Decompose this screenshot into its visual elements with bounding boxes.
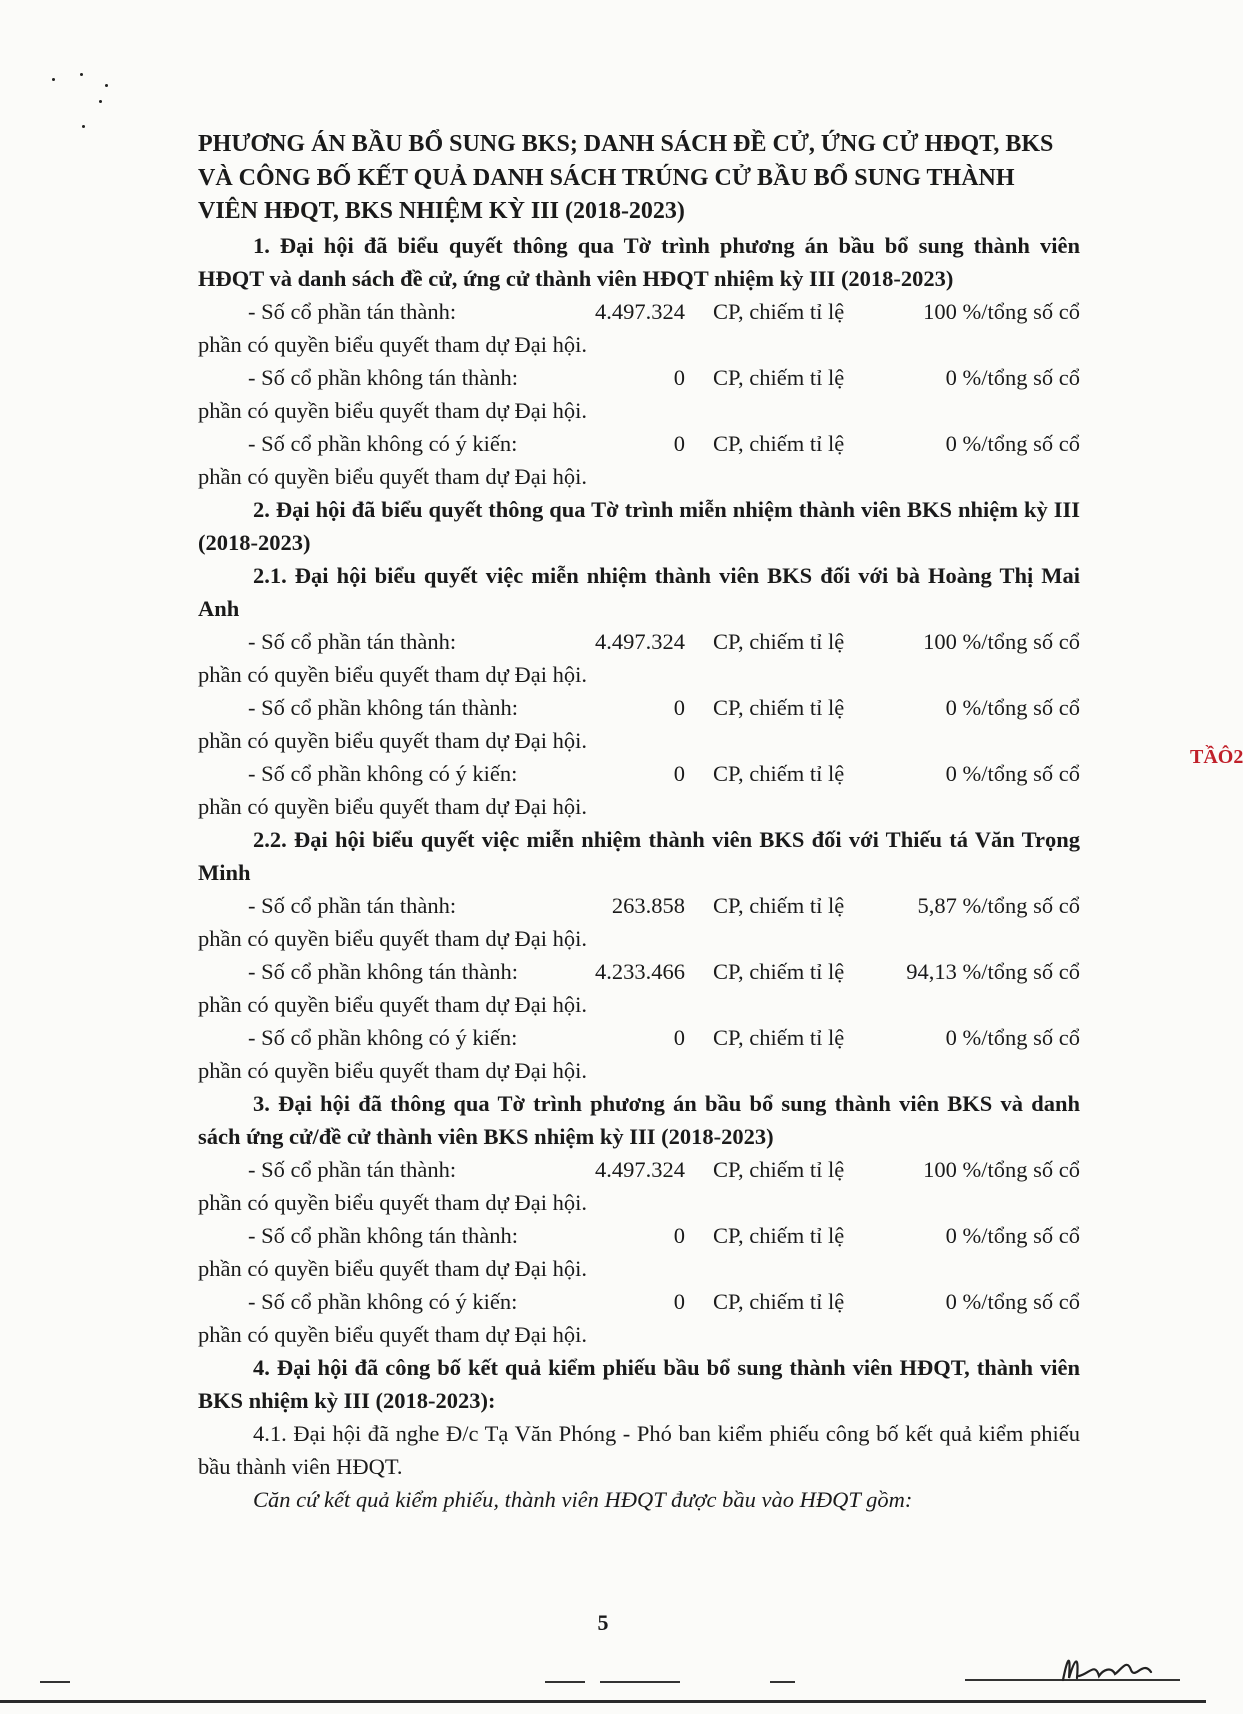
vote-row <box>198 361 1080 427</box>
footer-dash <box>545 1681 585 1683</box>
vote-unit: CP, chiếm tỉ lệ <box>713 694 845 720</box>
vote-tail: %/tổng số cổ <box>962 958 1080 984</box>
vote-unit: CP, chiếm tỉ lệ <box>713 1156 845 1182</box>
scan-speck <box>52 78 55 81</box>
scan-speck <box>82 125 85 128</box>
vote-row <box>198 1219 1080 1285</box>
vote-tail: %/tổng số cổ <box>962 1288 1080 1314</box>
vote-shares: 4.497.324 <box>595 298 685 324</box>
vote-percent: 0 <box>945 364 957 390</box>
vote-shares: 0 <box>673 430 685 456</box>
vote-shares: 0 <box>673 1288 685 1314</box>
section-2-2-heading: 2.2. Đại hội biểu quyết việc miễn nhiệm thành viên BKS đối với Thiếu tá Văn Trọng Minh <box>198 826 1080 885</box>
vote-shares: 4.233.466 <box>595 958 685 984</box>
vote-percent: 0 <box>945 694 957 720</box>
vote-percent: 94,13 <box>906 958 957 984</box>
vote-percent: 100 <box>923 1156 957 1182</box>
vote-line2: phần có quyền biểu quyết tham dự Đại hội. <box>198 661 587 687</box>
vote-shares: 0 <box>673 364 685 390</box>
section-2-2-votes <box>198 889 1080 1087</box>
handwritten-signature <box>1055 1640 1175 1690</box>
vote-label: - Số cổ phần không có ý kiến: <box>248 760 518 786</box>
vote-tail: %/tổng số cổ <box>962 1024 1080 1050</box>
scan-speck <box>99 100 102 103</box>
red-stamp-fragment: TẦÔ2 <box>1190 746 1243 768</box>
document-title: PHƯƠNG ÁN BẦU BỔ SUNG BKS; DANH SÁCH ĐỀ CỬ, ỨNG CỬ HĐQT, BKS VÀ CÔNG BỐ KẾT QUẢ DANH SÁCH TRÚNG CỬ BẦU BỔ SUNG THÀNH VIÊN HĐQT, BKS NHIỆM KỲ III (2018-2023) <box>198 131 1054 224</box>
vote-percent: 5,87 <box>917 892 957 918</box>
vote-row <box>198 1021 1080 1087</box>
vote-line2: phần có quyền biểu quyết tham dự Đại hội. <box>198 793 587 819</box>
scan-speck <box>80 73 83 76</box>
vote-tail: %/tổng số cổ <box>962 298 1080 324</box>
section-2-1-heading: 2.1. Đại hội biểu quyết việc miễn nhiệm thành viên BKS đối với bà Hoàng Thị Mai Anh <box>198 562 1080 621</box>
vote-label: - Số cổ phần tán thành: <box>248 628 457 654</box>
vote-unit: CP, chiếm tỉ lệ <box>713 628 845 654</box>
vote-line2: phần có quyền biểu quyết tham dự Đại hội. <box>198 463 587 489</box>
vote-shares: 0 <box>673 1222 685 1248</box>
vote-line2: phần có quyền biểu quyết tham dự Đại hội. <box>198 397 587 423</box>
vote-label: - Số cổ phần không tán thành: <box>248 364 518 390</box>
vote-line2: phần có quyền biểu quyết tham dự Đại hội. <box>198 1255 587 1281</box>
vote-unit: CP, chiếm tỉ lệ <box>713 1288 845 1314</box>
page-number: 5 <box>597 1610 609 1635</box>
section-3-heading: 3. Đại hội đã thông qua Tờ trình phương án bầu bổ sung thành viên BKS và danh sách ứng cử/đề cử thành viên BKS nhiệm kỳ III (2018-2023) <box>198 1090 1080 1149</box>
vote-tail: %/tổng số cổ <box>962 760 1080 786</box>
vote-label: - Số cổ phần tán thành: <box>248 1156 457 1182</box>
vote-tail: %/tổng số cổ <box>962 628 1080 654</box>
section-4-heading: 4. Đại hội đã công bố kết quả kiểm phiếu bầu bổ sung thành viên HĐQT, thành viên BKS nhiệm kỳ III (2018-2023): <box>198 1354 1080 1413</box>
vote-shares: 263.858 <box>611 892 685 918</box>
vote-unit: CP, chiếm tỉ lệ <box>713 958 845 984</box>
vote-row <box>198 691 1080 757</box>
vote-unit: CP, chiếm tỉ lệ <box>713 1222 845 1248</box>
vote-label: - Số cổ phần tán thành: <box>248 298 457 324</box>
vote-row <box>198 889 1080 955</box>
section-2-1-votes <box>198 625 1080 823</box>
vote-percent: 0 <box>945 430 957 456</box>
section-4-italic-note: Căn cứ kết quả kiểm phiếu, thành viên HĐQT được bầu vào HĐQT gồm: <box>253 1486 913 1512</box>
scan-speck <box>105 84 108 87</box>
vote-percent: 100 <box>923 298 957 324</box>
section-1-votes <box>198 295 1080 493</box>
vote-tail: %/tổng số cổ <box>962 694 1080 720</box>
vote-percent: 0 <box>945 1222 957 1248</box>
vote-unit: CP, chiếm tỉ lệ <box>713 430 845 456</box>
vote-label: - Số cổ phần không tán thành: <box>248 958 518 984</box>
vote-percent: 0 <box>945 760 957 786</box>
vote-label: - Số cổ phần không có ý kiến: <box>248 1288 518 1314</box>
vote-percent: 100 <box>923 628 957 654</box>
vote-percent: 0 <box>945 1024 957 1050</box>
section-3-votes <box>198 1153 1080 1351</box>
document-body <box>198 128 1080 1516</box>
section-1-heading: 1. Đại hội đã biểu quyết thông qua Tờ trình phương án bầu bổ sung thành viên HĐQT và danh sách đề cử, ứng cử thành viên HĐQT nhiệm kỳ III (2018-2023) <box>198 232 1080 291</box>
vote-label: - Số cổ phần không có ý kiến: <box>248 1024 518 1050</box>
vote-shares: 0 <box>673 694 685 720</box>
footer-dash <box>600 1681 680 1683</box>
section-4-1-paragraph: 4.1. Đại hội đã nghe Đ/c Tạ Văn Phóng - Phó ban kiểm phiếu công bố kết quả kiểm phiếu bầu thành viên HĐQT. <box>198 1420 1080 1479</box>
vote-shares: 0 <box>673 1024 685 1050</box>
vote-row <box>198 955 1080 1021</box>
vote-line2: phần có quyền biểu quyết tham dự Đại hội. <box>198 727 587 753</box>
vote-line2: phần có quyền biểu quyết tham dự Đại hội. <box>198 331 587 357</box>
vote-tail: %/tổng số cổ <box>962 1222 1080 1248</box>
vote-row <box>198 1153 1080 1219</box>
vote-tail: %/tổng số cổ <box>962 892 1080 918</box>
vote-line2: phần có quyền biểu quyết tham dự Đại hội. <box>198 925 587 951</box>
vote-unit: CP, chiếm tỉ lệ <box>713 760 845 786</box>
vote-shares: 0 <box>673 760 685 786</box>
vote-row <box>198 427 1080 493</box>
vote-tail: %/tổng số cổ <box>962 430 1080 456</box>
vote-unit: CP, chiếm tỉ lệ <box>713 298 845 324</box>
footer-dash <box>40 1681 70 1683</box>
vote-line2: phần có quyền biểu quyết tham dự Đại hội. <box>198 1189 587 1215</box>
vote-label: - Số cổ phần không tán thành: <box>248 1222 518 1248</box>
vote-unit: CP, chiếm tỉ lệ <box>713 1024 845 1050</box>
vote-row <box>198 1285 1080 1351</box>
vote-line2: phần có quyền biểu quyết tham dự Đại hội. <box>198 991 587 1017</box>
vote-line2: phần có quyền biểu quyết tham dự Đại hội. <box>198 1057 587 1083</box>
vote-row <box>198 625 1080 691</box>
vote-label: - Số cổ phần tán thành: <box>248 892 457 918</box>
footer-dash <box>770 1681 795 1683</box>
vote-label: - Số cổ phần không có ý kiến: <box>248 430 518 456</box>
vote-percent: 0 <box>945 1288 957 1314</box>
vote-unit: CP, chiếm tỉ lệ <box>713 892 845 918</box>
vote-line2: phần có quyền biểu quyết tham dự Đại hội. <box>198 1321 587 1347</box>
vote-tail: %/tổng số cổ <box>962 1156 1080 1182</box>
vote-unit: CP, chiếm tỉ lệ <box>713 364 845 390</box>
vote-row <box>198 757 1080 823</box>
vote-label: - Số cổ phần không tán thành: <box>248 694 518 720</box>
vote-row <box>198 295 1080 361</box>
vote-tail: %/tổng số cổ <box>962 364 1080 390</box>
scan-bottom-edge <box>0 1700 1206 1703</box>
section-2-heading: 2. Đại hội đã biểu quyết thông qua Tờ trình miễn nhiệm thành viên BKS nhiệm kỳ III (2018-2023) <box>198 496 1080 555</box>
vote-shares: 4.497.324 <box>595 1156 685 1182</box>
vote-shares: 4.497.324 <box>595 628 685 654</box>
